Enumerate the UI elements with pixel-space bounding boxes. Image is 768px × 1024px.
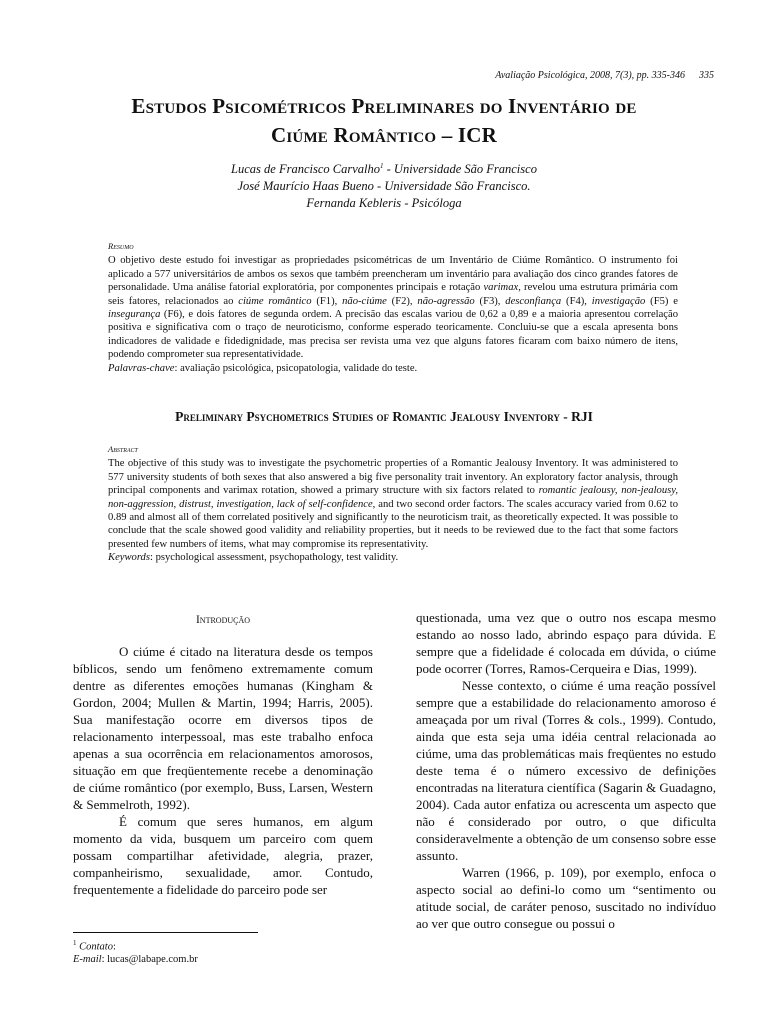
right-column: [416, 609, 716, 932]
author-affiliation: - Universidade São Francisco.: [373, 179, 531, 194]
title-line-1: Estudos Psicométricos Preliminares do Inventário de: [131, 94, 637, 118]
author-name: Lucas de Francisco Carvalho: [231, 162, 380, 177]
resumo-block: [108, 240, 678, 375]
page-number: 335: [699, 70, 714, 81]
section-heading-introducao: Introdução: [195, 614, 251, 626]
footnote: [73, 937, 198, 967]
running-head: [495, 70, 714, 81]
abstract-block: [108, 443, 678, 565]
author-name: Fernanda Kebleris: [306, 196, 402, 211]
footnote-email: E-mail: lucas@labape.com.br: [73, 954, 198, 965]
english-title: Preliminary Psychometrics Studies of Romantic Jealousy Inventory - RJI: [175, 409, 593, 424]
intro-paragraph-2: É comum que seres humanos, em algum momento da vida, busquem um parceiro com quem possam compartilhar afetividade, alegria, prazer, companheirismo, sexualidade, amor. Contudo, frequentemente a fidelidade do parceiro pode ser: [73, 814, 373, 897]
email-address: : lucas@labape.com.br: [101, 954, 198, 965]
journal-citation: Avaliação Psicológica, 2008, 7(3), pp. 335-346: [495, 70, 685, 81]
author-name: José Maurício Haas Bueno: [237, 179, 374, 194]
abstract-text: The objective of this study was to investigate the psychometric properties of a Romantic Jealousy Inventory. It was administered to 577 university students of both sexes that also answered a big five personality trait inventory. An exploratory factor analysis, through principal components and varimax rotation, showed a primary structure with six factors related to romantic jealousy, non-jealousy, non-aggression, distrust, investigation, lack of self-confidence, and two second order factors. The scales accuracy varied from 0.62 to 0.89 and almost all of them correlated positively and significantly to the neuroticism trait, as theoretically expected. It was possible to conclude that the scale showed good validity and reliability properties, but it needs to be reviewed due to the fact that some factors presented few numbers of items, what may compromise its representativity.: [108, 458, 679, 550]
abstract-keywords: Keywords: psychological assessment, psychopathology, test validity.: [108, 552, 399, 564]
author-affiliation: - Universidade São Francisco: [383, 162, 537, 177]
title-line-2: Ciúme Romântico – ICR: [271, 123, 497, 147]
intro-paragraph-3: questionada, uma vez que o outro nos escapa mesmo estando ao nosso lado, abrindo espaço para dúvida. E sempre que a fidelidade é colocada em dúvida, o ciúme pode ocorrer (Torres, Ramos-Cerqueira e Dias, 1999).: [416, 610, 716, 676]
left-column: [73, 612, 373, 898]
abstract-label: Abstract: [108, 444, 138, 454]
footnote-contact: $^1$ Contato:: [73, 939, 116, 953]
intro-paragraph-4: Nesse contexto, o ciúme é uma reação possível sempre que a estabilidade do relacionamento amoroso é ameaçada por um rival (Torres & cols., 1999). Contudo, ainda que esta seja uma idéia central relacionada ao ciúme, uma das problemáticas mais freqüentes no estudo deste tema é o número excessivo de definições encontradas na literatura científica (Sagarin & Guadagno, 2004). Cada autor enfatiza ou acrescenta um aspecto que não é considerado por outro, o que dificulta consideravelmente a obtenção de um consenso sobre esse assunto.: [416, 678, 716, 863]
author-list: [60, 158, 708, 212]
resumo-keywords: Palavras-chave: avaliação psicológica, psicopatologia, validade do teste.: [108, 362, 418, 374]
article-title: [60, 92, 708, 150]
intro-paragraph-1: O ciúme é citado na literatura desde os tempos bíblicos, sendo um fenômeno extremamente comum dentre as diferentes emoções humanas (Kingham & Gordon, 2004; Mullen & Martin, 1994; Harris, 2005). Sua manifestação ocorre em diversos tipos de relacionamento interpessoal, mas este trabalho enfoca apenas a sua ocorrência em relacionamentos amorosos, situação em que freqüentemente recebe a denominação de ciúme romântico (por exemplo, Buss, Larsen, Western & Semmelroth, 1992).: [73, 644, 373, 812]
resumo-text: O objetivo deste estudo foi investigar as propriedades psicométricas de um Inventário de Ciúme Romântico. O instrumento foi aplicado a 577 universitários de ambos os sexos que também preencheram um inventário para avaliação dos cinco grandes fatores de personalidade. Uma análise fatorial exploratória, por componentes principais e rotação varimax, revelou uma estrutura primária com seis fatores, relacionados ao ciúme romântico (F1), não-ciúme (F2), não-agressão (F3), desconfiança (F4), investigação (F5) e insegurança (F6), e dois fatores de segunda ordem. A precisão das escalas variou de 0,62 a 0,89 e a maioria apresentou correlação positiva e significativa com o traço de neuroticismo, conforme esperado teoricamente. Concluiu-se que a escala apresenta bons indicadores de validade e fidedignidade, mas precisa ser revista uma vez que alguns fatores ficaram com baixo número de itens, podendo comprometer sua representatividade.: [108, 255, 678, 361]
footnote-divider: [73, 932, 258, 933]
intro-paragraph-5: Warren (1966, p. 109), por exemplo, enfoca o aspecto social ao defini-lo como um “sentimento ou atitude social, de caráter penoso, suscitado no indivíduo ao ver que outro consegue ou possui o: [416, 865, 716, 931]
resumo-label: Resumo: [108, 241, 134, 251]
author-3: [60, 195, 708, 212]
author-affiliation: - Psicóloga: [401, 196, 462, 211]
author-1: [60, 158, 708, 178]
author-footnote-mark: 1: [380, 162, 384, 170]
author-2: [60, 178, 708, 195]
